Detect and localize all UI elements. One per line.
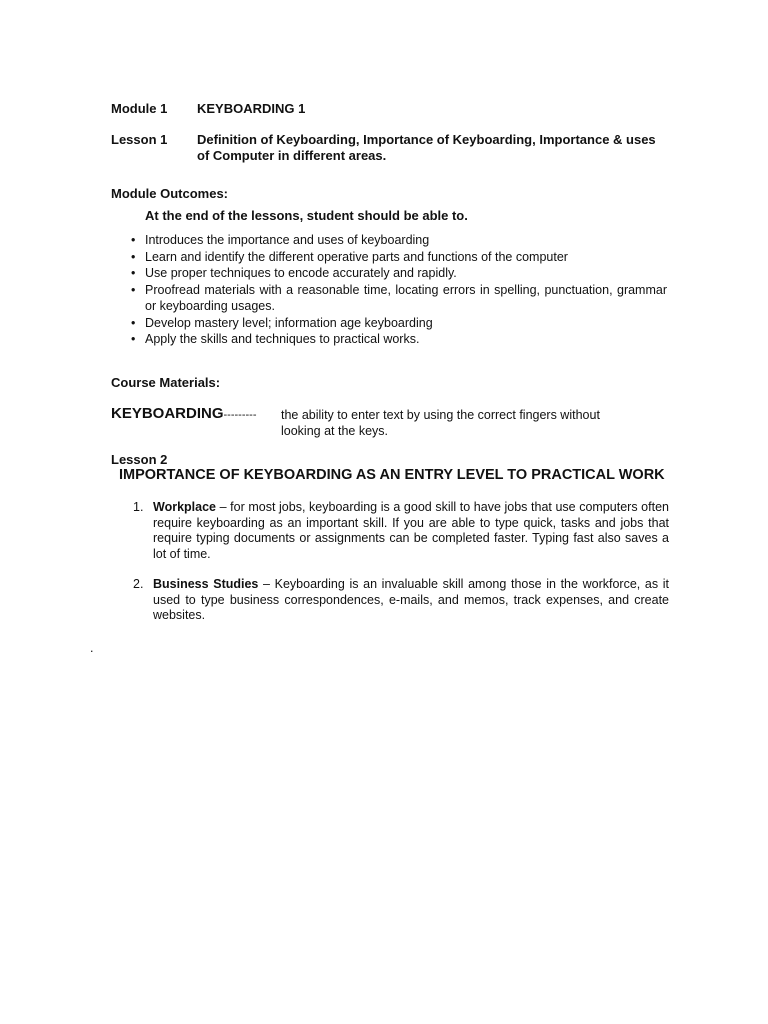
item-text: – Keyboarding is an invaluable skill among those in the workforce, as it used to type business correspondences, e-mails, and memos, track expenses, and create websites.: [153, 577, 669, 622]
outcome-text: Proofread materials with a reasonable time, locating errors in spelling, punctuation, grammar or keyboarding usages.: [145, 282, 667, 313]
bullet-icon: •: [131, 315, 136, 330]
bullet-icon: •: [131, 282, 136, 297]
bullet-icon: •: [131, 233, 136, 247]
course-materials-heading: Course Materials:: [111, 375, 221, 390]
keyboarding-term-row: [111, 405, 256, 423]
bullet-icon: •: [131, 266, 136, 280]
lesson2-title: IMPORTANCE OF KEYBOARDING AS AN ENTRY LEVEL TO PRACTICAL WORK: [119, 467, 665, 483]
keyboarding-dashes: ---------: [223, 409, 257, 421]
keyboarding-definition: the ability to enter text by using the correct fingers without looking at the keys.: [281, 408, 600, 438]
outcome-text: Apply the skills and techniques to practical works.: [145, 332, 420, 346]
lesson1-label: Lesson 1: [111, 132, 168, 147]
outcome-text: Develop mastery level; information age keyboarding: [145, 315, 433, 330]
module-title: KEYBOARDING 1: [197, 101, 306, 116]
outcome-item: [131, 315, 667, 332]
outcome-text: Use proper techniques to encode accurately and rapidly.: [145, 266, 457, 280]
outcome-item: [131, 331, 667, 348]
lesson2-item: [133, 577, 669, 624]
outcome-text: Learn and identify the different operative parts and functions of the computer: [145, 249, 568, 264]
outcomes-intro: At the end of the lessons, student should be able to.: [145, 208, 468, 223]
outcomes-heading: Module Outcomes:: [111, 186, 229, 201]
item-number: 2.: [133, 577, 144, 591]
item-term: Business Studies: [153, 577, 259, 591]
item-text: – for most jobs, keyboarding is a good skill to have jobs that use computers often require keyboarding as an important skill. If you are able to type quick, tasks and jobs that require typing documents or assignments can be completed faster. Typing fast also saves a lot of time.: [153, 500, 669, 561]
lesson1-title: Definition of Keyboarding, Importance of Keyboarding, Importance & uses of Computer in different areas.: [197, 132, 656, 163]
module-label: Module 1: [111, 101, 168, 116]
outcome-item: [131, 265, 667, 282]
outcome-item: [131, 232, 667, 249]
lesson2-list: [133, 577, 669, 624]
outcomes-list: [131, 232, 667, 348]
outcome-text: Introduces the importance and uses of keyboarding: [145, 233, 430, 247]
item-term: Workplace: [153, 500, 216, 514]
bullet-icon: •: [131, 249, 136, 264]
lesson2-label: Lesson 2: [111, 452, 168, 467]
outcome-item: [131, 282, 667, 315]
stray-mark: .: [90, 641, 94, 655]
lesson2-item: [133, 500, 669, 562]
item-number: 1.: [133, 500, 144, 514]
outcome-item: [131, 249, 667, 266]
keyboarding-term: KEYBOARDING: [111, 405, 224, 422]
lesson2-list: [133, 500, 669, 562]
bullet-icon: •: [131, 332, 136, 346]
